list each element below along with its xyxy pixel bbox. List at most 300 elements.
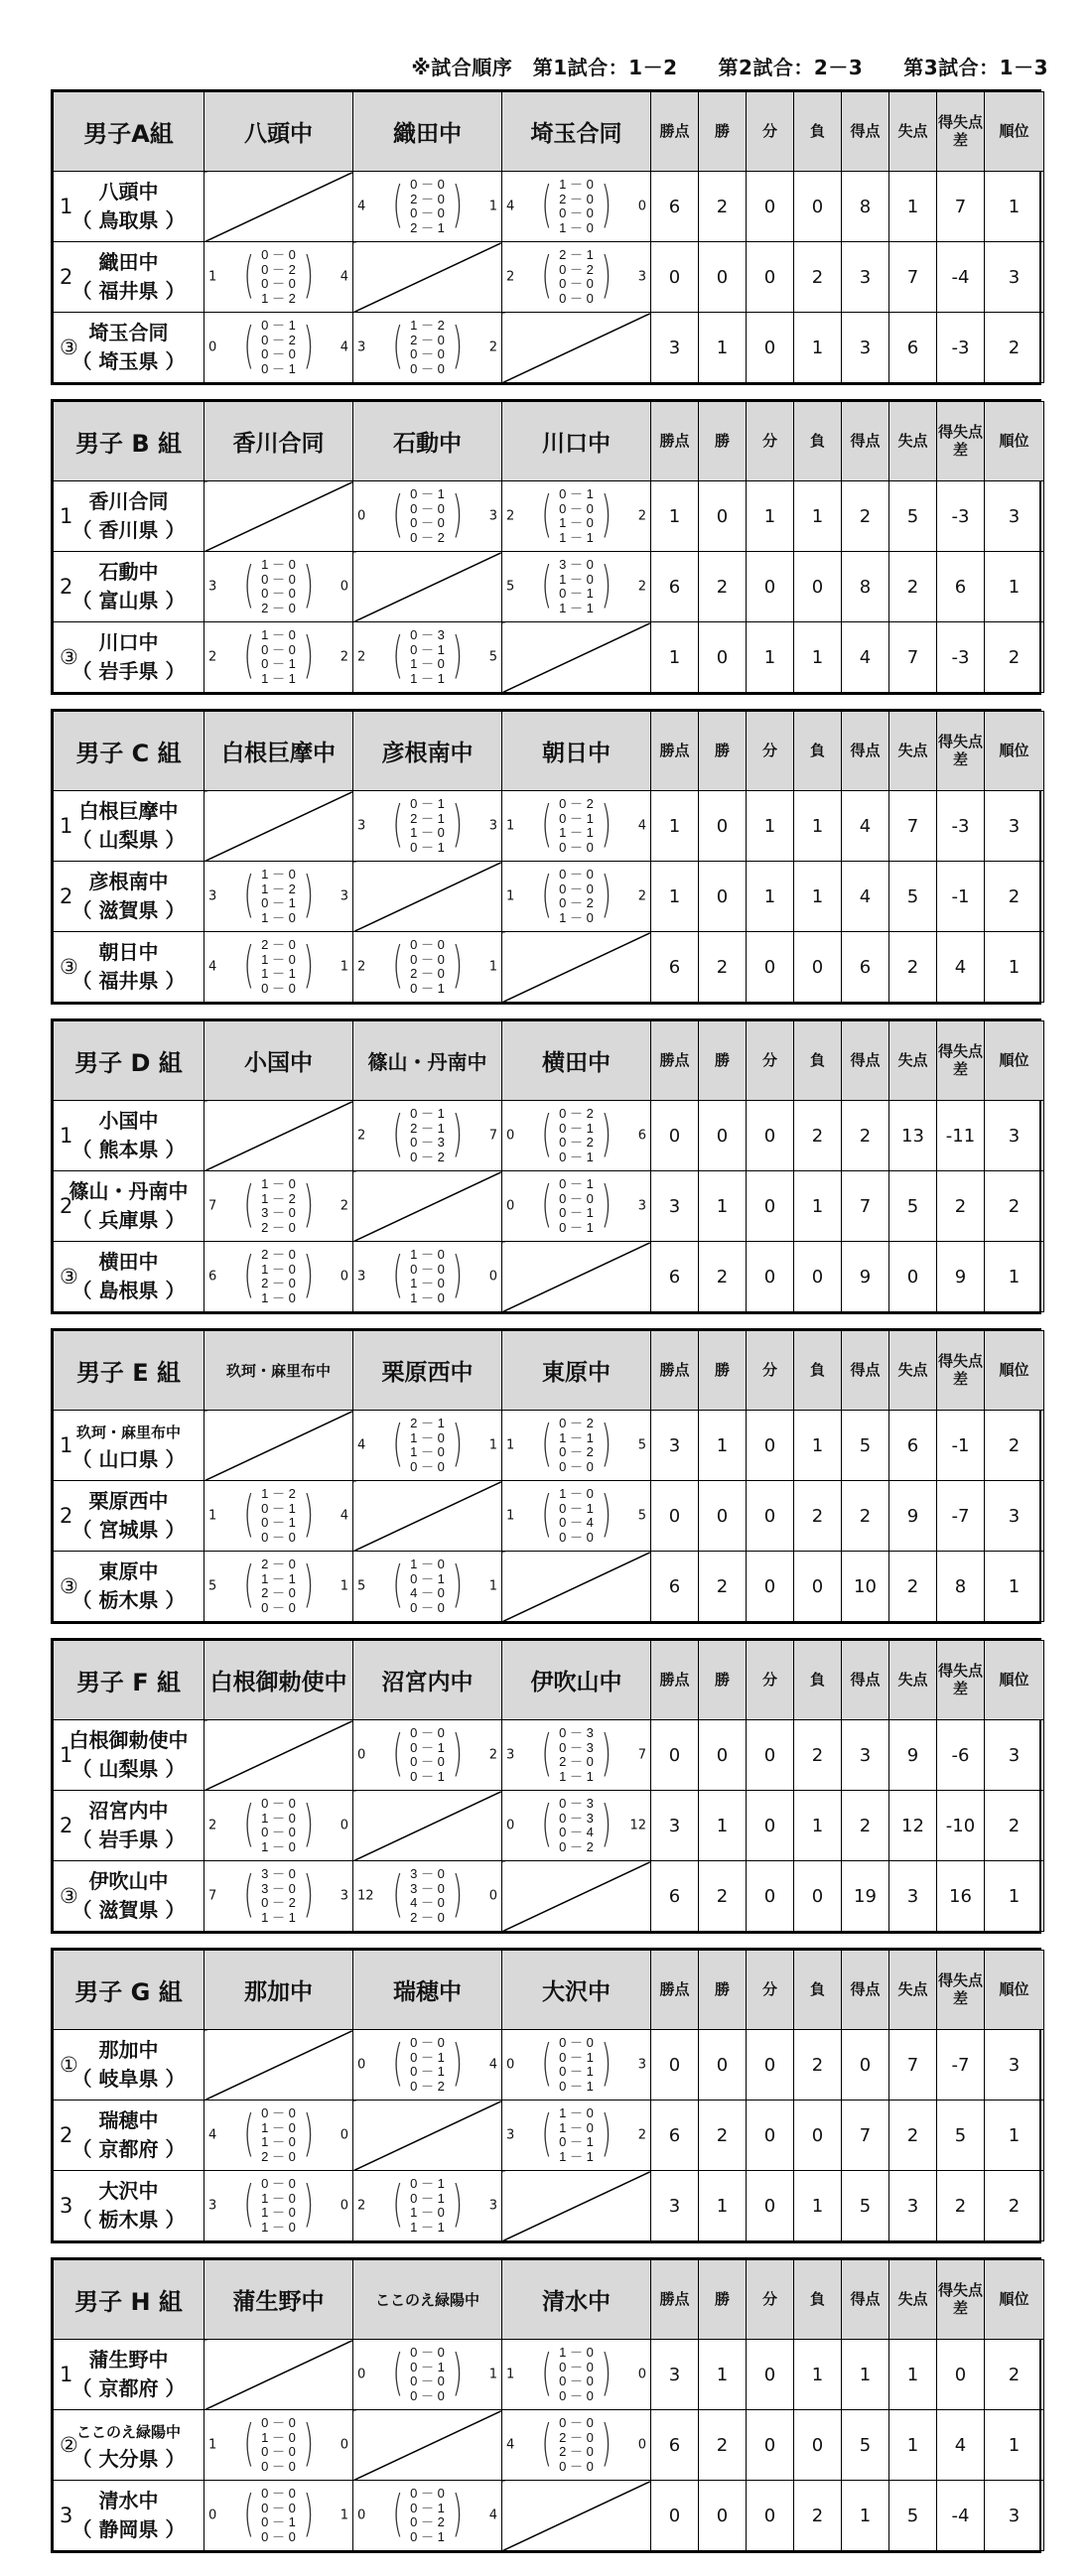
stat-value: 1 — [889, 2340, 937, 2410]
stat-value: 3 — [651, 1171, 699, 1242]
period-score: 0 － 1 — [410, 2049, 445, 2065]
opponent-total: 5 — [637, 1437, 646, 1453]
left-bracket: ( — [392, 176, 403, 233]
match-score-cell — [502, 242, 651, 313]
opponent-total: 3 — [340, 1888, 348, 1904]
team-row — [54, 1171, 1044, 1242]
match-score — [353, 1552, 501, 1621]
match-score — [353, 2030, 501, 2100]
stat-value: 3 — [985, 791, 1044, 862]
match-score — [502, 1481, 650, 1551]
right-bracket: ) — [452, 1415, 463, 1472]
column-header: 分 — [747, 92, 794, 172]
period-score: 0 － 0 — [261, 1825, 296, 1839]
header-row — [54, 1641, 1044, 1720]
period-score: 0 － 0 — [410, 2035, 445, 2050]
period-score: 1 － 0 — [261, 627, 296, 642]
match-score-cell — [502, 791, 651, 862]
match-score-cell — [353, 481, 502, 552]
period-score: 2 － 0 — [410, 966, 445, 981]
self-match-cell — [502, 932, 651, 1003]
stat-value: 0 — [747, 1791, 794, 1861]
team-name: 川口中 — [98, 630, 159, 654]
own-total: 0 — [208, 339, 217, 355]
stat-value: -3 — [937, 313, 985, 383]
period-score: 1 － 0 — [410, 2205, 445, 2220]
team-label — [54, 2106, 204, 2164]
column-header: 分 — [747, 2260, 794, 2340]
self-match-cell — [353, 1171, 502, 1242]
period-list — [556, 2414, 597, 2476]
stat-value: 3 — [985, 242, 1044, 313]
team-label — [54, 2346, 204, 2403]
self-match-cell — [502, 1552, 651, 1622]
period-list — [407, 2485, 448, 2546]
seed-number: 1 — [60, 1743, 73, 1767]
self-match-cell — [205, 1720, 353, 1791]
left-bracket: ( — [243, 626, 254, 684]
period-list — [556, 2344, 597, 2405]
stat-value: 2 — [794, 2481, 842, 2551]
stat-value: 0 — [699, 481, 747, 552]
stat-value: 1 — [889, 2410, 937, 2481]
team-row — [54, 2410, 1044, 2481]
seed-number: ③ — [60, 645, 78, 669]
own-total: 1 — [506, 2367, 515, 2382]
column-team-name: 石動中 — [353, 402, 502, 481]
period-score: 1 － 2 — [410, 318, 445, 333]
team-cell — [54, 932, 205, 1003]
period-score: 0 － 0 — [559, 500, 594, 516]
stat-value: 3 — [985, 1720, 1044, 1791]
period-scores — [388, 1556, 468, 1617]
stat-value: 16 — [937, 1861, 985, 1932]
stat-value: 0 — [699, 791, 747, 862]
period-score: 0 － 0 — [261, 2500, 296, 2515]
period-list — [258, 317, 299, 378]
group-name: 男子 D 組 — [54, 1021, 205, 1101]
column-header: 負 — [794, 1331, 842, 1411]
standings-table — [53, 1330, 1044, 1622]
stat-value: 1 — [651, 622, 699, 693]
stat-value: 2 — [985, 1411, 1044, 1481]
standings-table — [53, 1640, 1044, 1932]
team-row — [54, 932, 1044, 1003]
stat-value: 7 — [937, 172, 985, 242]
period-score: 0 － 2 — [559, 1444, 594, 1459]
team-prefecture: （ 京都府 ） — [71, 2376, 186, 2400]
period-list — [556, 1415, 597, 1476]
team-row — [54, 313, 1044, 383]
period-list — [258, 866, 299, 927]
standings-table — [53, 91, 1044, 383]
period-list — [407, 485, 448, 547]
stat-value: 0 — [794, 2101, 842, 2171]
opponent-total: 0 — [340, 2437, 348, 2453]
stat-value: 1 — [747, 791, 794, 862]
stat-value: 2 — [794, 1101, 842, 1171]
stat-value: 5 — [889, 1171, 937, 1242]
stat-value: 0 — [699, 1720, 747, 1791]
own-total: 1 — [208, 2437, 217, 2453]
column-header: 得失点差 — [937, 712, 985, 791]
seed-number: 1 — [60, 1433, 73, 1457]
column-team-name: 大沢中 — [502, 1951, 651, 2030]
stat-value: 1 — [699, 1171, 747, 1242]
period-score: 1 － 0 — [410, 1276, 445, 1290]
period-score: 0 － 1 — [559, 1120, 594, 1136]
column-header: 分 — [747, 712, 794, 791]
match-score — [205, 1171, 352, 1241]
own-total: 0 — [357, 2057, 366, 2073]
period-scores — [239, 2485, 319, 2546]
team-prefecture: （ 山梨県 ） — [71, 828, 186, 852]
period-scores — [239, 936, 319, 998]
period-scores — [239, 626, 319, 688]
own-total: 0 — [357, 508, 366, 524]
team-name: 白根御勅使中 — [68, 1728, 189, 1752]
period-score: 0 － 1 — [559, 1500, 594, 1516]
period-score: 0 － 1 — [559, 810, 594, 826]
opponent-total: 3 — [340, 888, 348, 904]
period-score: 0 － 0 — [410, 937, 445, 952]
left-bracket: ( — [392, 1865, 403, 1923]
period-score: 1 － 0 — [559, 515, 594, 530]
period-list — [258, 1246, 299, 1307]
match-score — [205, 622, 352, 692]
match-score-cell — [502, 172, 651, 242]
column-header: 勝 — [699, 1951, 747, 2030]
period-scores — [388, 795, 468, 857]
team-row — [54, 2171, 1044, 2241]
stat-value: 0 — [699, 622, 747, 693]
match-score-cell — [353, 1242, 502, 1312]
column-header: 得失点差 — [937, 1021, 985, 1101]
group-name: 男子 G 組 — [54, 1951, 205, 2030]
period-scores — [388, 1246, 468, 1307]
stat-value: 7 — [889, 791, 937, 862]
own-total: 4 — [357, 1437, 366, 1453]
match-score — [353, 791, 501, 861]
column-team-name: 栗原西中 — [353, 1331, 502, 1411]
period-score: 1 － 1 — [559, 2148, 594, 2164]
team-name: 横田中 — [98, 1250, 159, 1274]
stat-value: 1 — [794, 2340, 842, 2410]
stat-value: 0 — [747, 1481, 794, 1552]
self-match-cell — [353, 2101, 502, 2171]
stat-value: 0 — [842, 2030, 889, 2101]
stat-value: -3 — [937, 791, 985, 862]
stat-value: 0 — [747, 1242, 794, 1312]
period-score: 2 － 0 — [261, 2148, 296, 2164]
stat-value: 1 — [794, 313, 842, 383]
match-score-cell — [353, 172, 502, 242]
team-name: 彦根南中 — [88, 870, 169, 893]
team-name: 玖珂・麻里布中 — [75, 1424, 181, 1441]
right-bracket: ) — [601, 2034, 612, 2092]
column-team-name: 沼宮内中 — [353, 1641, 502, 1720]
match-score-cell — [205, 242, 353, 313]
stat-value: 3 — [651, 2171, 699, 2241]
self-match-cell — [353, 2410, 502, 2481]
stat-value: -4 — [937, 242, 985, 313]
team-row — [54, 552, 1044, 622]
period-score: 0 － 0 — [410, 360, 445, 376]
left-bracket: ( — [392, 485, 403, 543]
own-total: 12 — [357, 1888, 374, 1904]
match-score — [502, 2101, 650, 2170]
team-name: 埼玉合同 — [88, 321, 169, 344]
stat-value: 3 — [651, 2340, 699, 2410]
stat-value: -7 — [937, 2030, 985, 2101]
match-score-cell — [205, 313, 353, 383]
opponent-total: 2 — [340, 1198, 348, 1214]
right-bracket: ) — [601, 1105, 612, 1162]
team-row — [54, 1101, 1044, 1171]
column-header: 順位 — [985, 2260, 1044, 2340]
stat-value: 3 — [842, 313, 889, 383]
stat-value: 0 — [747, 1552, 794, 1622]
seed-number: 1 — [60, 1124, 73, 1148]
team-row — [54, 791, 1044, 862]
own-total: 4 — [506, 2437, 515, 2453]
period-list — [556, 1724, 597, 1786]
column-header: 勝点 — [651, 1641, 699, 1720]
period-score: 0 － 0 — [410, 2345, 445, 2360]
opponent-total: 2 — [488, 339, 497, 355]
period-score: 0 － 0 — [410, 1599, 445, 1615]
stat-value: 0 — [747, 242, 794, 313]
period-list — [407, 936, 448, 998]
team-row — [54, 2030, 1044, 2101]
period-list — [407, 795, 448, 857]
stat-value: 0 — [651, 1481, 699, 1552]
period-list — [556, 1485, 597, 1547]
own-total: 1 — [506, 1508, 515, 1524]
match-score — [502, 1101, 650, 1170]
column-header: 勝点 — [651, 712, 699, 791]
period-score: 1 － 0 — [261, 2219, 296, 2235]
team-prefecture: （ 栃木県 ） — [71, 1588, 186, 1612]
period-scores — [239, 2104, 319, 2166]
own-total: 1 — [208, 1508, 217, 1524]
team-cell — [54, 622, 205, 693]
stat-value: 9 — [889, 1720, 937, 1791]
period-list — [258, 936, 299, 998]
stat-value: 2 — [842, 1791, 889, 1861]
match-score — [353, 932, 501, 1002]
period-score: 0 － 0 — [559, 881, 594, 896]
period-score: 0 － 1 — [559, 1176, 594, 1191]
match-score — [205, 2481, 352, 2550]
left-bracket: ( — [541, 1795, 552, 1852]
column-header: 分 — [747, 402, 794, 481]
left-bracket: ( — [392, 626, 403, 684]
period-score: 1 － 1 — [410, 670, 445, 686]
period-score: 0 － 0 — [410, 177, 445, 192]
seed-number: 1 — [60, 814, 73, 838]
match-score — [353, 1411, 501, 1480]
seed-number: ③ — [60, 336, 78, 359]
right-bracket: ) — [601, 1795, 612, 1852]
match-score-cell — [205, 622, 353, 693]
period-score: 0 － 0 — [410, 1754, 445, 1769]
right-bracket: ) — [303, 1485, 314, 1543]
match-score-cell — [205, 2410, 353, 2481]
team-prefecture: （ 岩手県 ） — [71, 659, 186, 683]
right-bracket: ) — [452, 2344, 463, 2401]
period-list — [556, 556, 597, 617]
team-prefecture: （ 岩手県 ） — [71, 1828, 186, 1851]
stat-value: 1 — [985, 1552, 1044, 1622]
match-score — [353, 2340, 501, 2409]
column-header: 失点 — [889, 1641, 937, 1720]
team-prefecture: （ 岐阜県 ） — [71, 2067, 186, 2091]
period-score: 1 － 0 — [559, 2119, 594, 2135]
stat-value: 1 — [794, 791, 842, 862]
stat-value: 3 — [651, 313, 699, 383]
period-score: 0 － 0 — [410, 2486, 445, 2501]
period-score: 2 － 0 — [559, 1754, 594, 1769]
left-bracket: ( — [392, 317, 403, 374]
opponent-total: 1 — [340, 2508, 348, 2523]
opponent-total: 1 — [488, 959, 497, 975]
left-bracket: ( — [243, 317, 254, 374]
match-score-cell — [353, 2481, 502, 2551]
right-bracket: ) — [601, 795, 612, 853]
period-score: 0 － 2 — [559, 1135, 594, 1150]
left-bracket: ( — [243, 1246, 254, 1303]
team-row — [54, 862, 1044, 932]
period-score: 1 － 0 — [410, 1247, 445, 1262]
period-score: 0 － 2 — [559, 895, 594, 910]
right-bracket: ) — [303, 1865, 314, 1923]
period-score: 2 － 0 — [559, 2429, 594, 2445]
period-score: 4 － 0 — [410, 1585, 445, 1600]
self-match-cell — [502, 1861, 651, 1932]
period-score: 0 － 1 — [559, 1219, 594, 1235]
team-cell — [54, 1720, 205, 1791]
match-score-cell — [205, 1242, 353, 1312]
right-bracket: ) — [452, 936, 463, 994]
left-bracket: ( — [243, 2104, 254, 2162]
period-scores — [239, 1556, 319, 1617]
period-score: 0 － 1 — [261, 895, 296, 910]
match-score — [205, 932, 352, 1002]
period-score: 0 － 1 — [410, 2359, 445, 2374]
period-score: 1 － 0 — [410, 656, 445, 671]
match-score-cell — [502, 1171, 651, 1242]
stat-value: 0 — [889, 1242, 937, 1312]
right-bracket: ) — [303, 1175, 314, 1233]
own-total: 6 — [208, 1269, 217, 1285]
match-score — [353, 622, 501, 692]
match-score-cell — [205, 862, 353, 932]
period-score: 2 － 0 — [410, 1909, 445, 1925]
period-list — [407, 1105, 448, 1166]
opponent-total: 0 — [340, 1818, 348, 1833]
right-bracket: ) — [452, 795, 463, 853]
period-score: 0 － 0 — [261, 247, 296, 262]
period-score: 0 － 3 — [410, 627, 445, 642]
match-score — [502, 1791, 650, 1860]
own-total: 0 — [506, 1818, 515, 1833]
period-score: 1 － 0 — [410, 1429, 445, 1445]
column-team-name: 小国中 — [205, 1021, 353, 1101]
stat-value: 7 — [889, 2030, 937, 2101]
period-score: 0 － 1 — [559, 2064, 594, 2079]
header-row — [54, 1021, 1044, 1101]
period-score: 0 － 0 — [559, 1458, 594, 1474]
period-list — [407, 2175, 448, 2237]
stat-value: 0 — [747, 1101, 794, 1171]
stat-value: 1 — [747, 481, 794, 552]
period-list — [556, 866, 597, 927]
stat-value: 7 — [842, 1171, 889, 1242]
standings-table — [53, 2259, 1044, 2551]
period-list — [407, 317, 448, 378]
period-score: 1 － 0 — [559, 2105, 594, 2120]
period-score: 0 － 1 — [261, 318, 296, 333]
stat-value: 3 — [985, 1101, 1044, 1171]
opponent-total: 3 — [637, 2057, 646, 2073]
right-bracket: ) — [303, 556, 314, 613]
stat-value: 6 — [651, 932, 699, 1003]
team-row — [54, 1411, 1044, 1481]
column-header: 得失点差 — [937, 92, 985, 172]
left-bracket: ( — [541, 485, 552, 543]
period-scores — [537, 176, 616, 237]
stat-value: 1 — [842, 2481, 889, 2551]
column-team-name: 玖珂・麻里布中 — [205, 1331, 353, 1411]
self-match-cell — [353, 1481, 502, 1552]
header-row — [54, 1331, 1044, 1411]
right-bracket: ) — [452, 2034, 463, 2092]
stat-value: 3 — [985, 481, 1044, 552]
own-total: 0 — [357, 1747, 366, 1763]
seed-number: 1 — [60, 2363, 73, 2386]
stat-value: 2 — [699, 2101, 747, 2171]
stat-value: 1 — [889, 172, 937, 242]
left-bracket: ( — [392, 1246, 403, 1303]
period-score: 0 － 0 — [410, 500, 445, 516]
period-score: 0 － 0 — [559, 2359, 594, 2374]
match-score-cell — [205, 2481, 353, 2551]
opponent-total: 3 — [488, 2198, 497, 2214]
stat-value: 3 — [985, 2030, 1044, 2101]
stat-value: 1 — [985, 172, 1044, 242]
column-header: 負 — [794, 1951, 842, 2030]
right-bracket: ) — [452, 1865, 463, 1923]
stat-value: 6 — [651, 172, 699, 242]
stat-value: 0 — [747, 2101, 794, 2171]
team-row — [54, 622, 1044, 693]
own-total: 2 — [357, 649, 366, 665]
match-score-cell — [502, 862, 651, 932]
group-name: 男子 E 組 — [54, 1331, 205, 1411]
left-bracket: ( — [243, 556, 254, 613]
period-list — [258, 2485, 299, 2546]
period-score: 0 － 0 — [261, 2458, 296, 2474]
team-row — [54, 1861, 1044, 1932]
column-team-name: 川口中 — [502, 402, 651, 481]
period-score: 0 － 0 — [559, 2387, 594, 2403]
team-prefecture: （ 兵庫県 ） — [71, 1208, 186, 1232]
period-score: 0 － 0 — [410, 2373, 445, 2388]
period-list — [407, 1724, 448, 1786]
stat-value: 1 — [985, 2101, 1044, 2171]
stat-value: 0 — [747, 2340, 794, 2410]
